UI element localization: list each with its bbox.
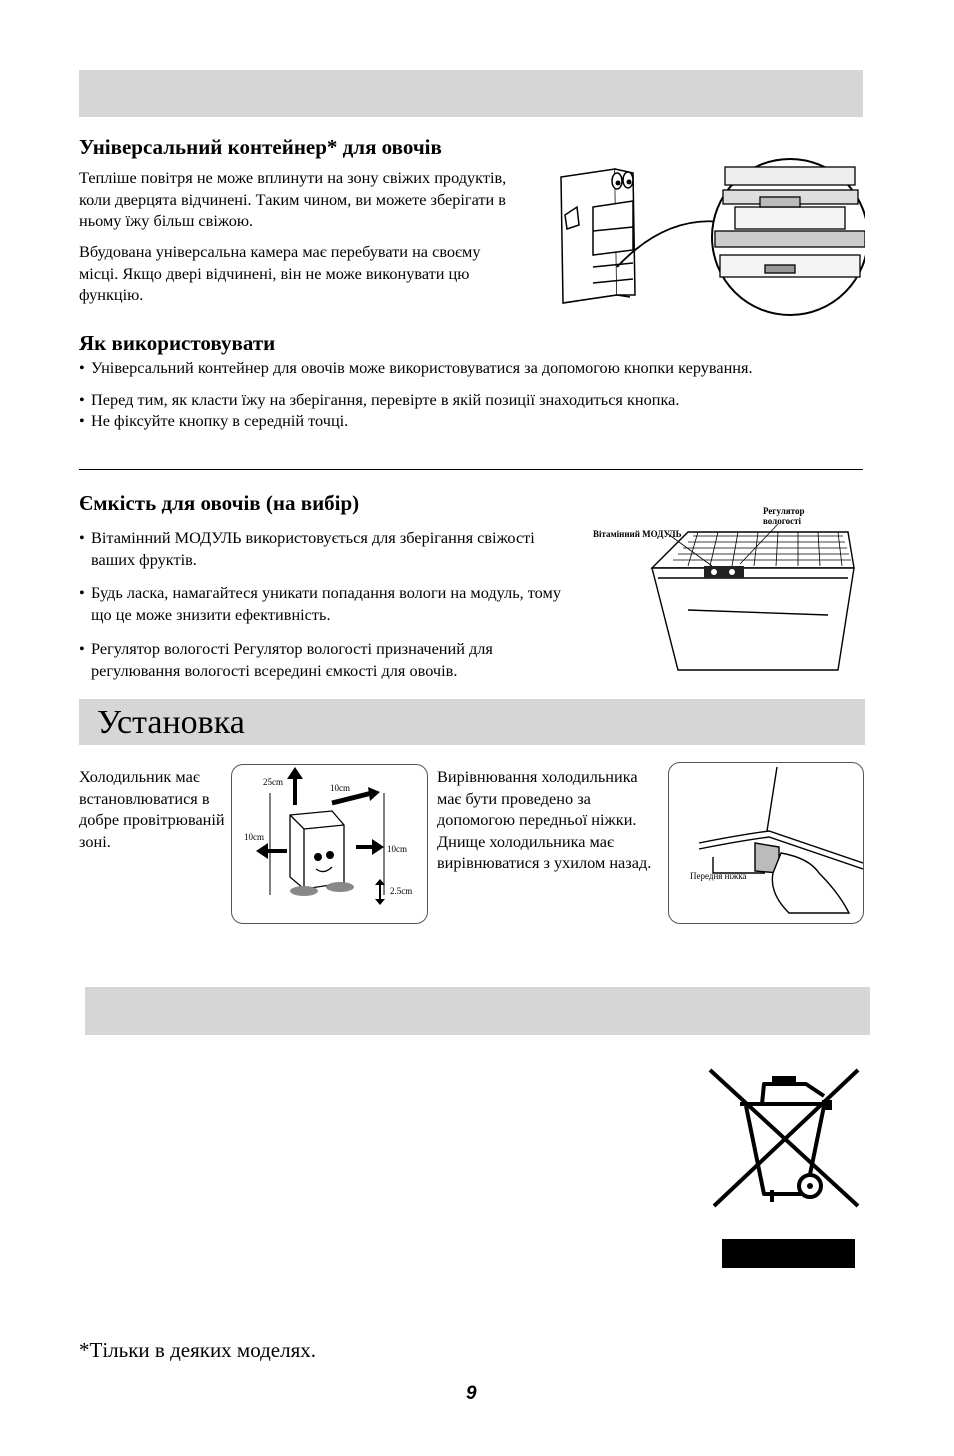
clearance-back-label: 10cm [330,783,350,793]
section-title-vegetable-container: Ємкість для овочів (на вибір) [79,491,360,515]
section-divider [79,469,863,470]
section-title-how-to-use: Як використовувати [79,331,276,355]
list-item: • Не фіксуйте кнопку в середній точці. [79,411,349,430]
list-item: • Будь ласка, намагайтеся уникати попадання вологи на модуль, тому що це може знизити ефективність. [79,583,561,624]
universal-paragraph-2: Вбудована універсальна камера має перебувати на своєму місці. Якщо двері відчинені, він не може виконувати цю функцію. [79,242,481,304]
vegetable-drawer-illustration [648,520,860,675]
list-item: • Регулятор вологості Регулятор вологості призначений для регулювання вологості всередині ємкості для овочів. [79,639,493,680]
list-item: • Перед тим, як класти їжу на зберігання, перевірте в якій позиції знаходиться кнопка. [79,389,680,409]
list-item: • Універсальний контейнер для овочів може використовуватися за допомогою кнопки керування. [79,358,753,377]
weee-black-bar [722,1239,855,1268]
usage-bullet-list [79,357,799,432]
install-text-leveling: Вирівнювання холодильника має бути проведено за допомогою передньої ніжки. Днище холодильника має вирівнюватися з ухилом назад. [437,767,652,872]
clearance-left-label: 10cm [244,832,264,842]
weee-crossed-bin-icon [706,1066,866,1210]
fridge-crisper-illustration [555,155,865,325]
vitamin-module-label: Вітамінний МОДУЛЬ [593,529,682,539]
front-leg-diagram [669,763,863,923]
clearance-bottom-label: 2.5cm [390,886,413,896]
universal-paragraph-1: Тепліше повітря не може вплинути на зону свіжих продуктів, коли дверцята відчинені. Таким чином, ви можете зберігати в ньому їжу більш свіжою. [79,168,507,230]
front-leg-label: Передня ніжка [690,871,747,881]
installation-title: Установка [97,704,245,741]
vegetable-bullet-list [79,527,579,681]
section-title-universal-container: Універсальний контейнер* для овочів [79,135,442,159]
clearance-top-label: 25cm [263,777,283,787]
footnote: *Тільки в деяких моделях. [79,1338,317,1362]
disposal-header-bar [85,987,870,1035]
page-number: 9 [466,1383,477,1404]
top-header-bar [79,70,863,117]
install-text-ventilation: Холодильник має встановлюватися в добре провітрюваній зоні. [79,767,225,851]
clearance-right-label: 10cm [387,844,407,854]
list-item: • Вітамінний МОДУЛЬ використовується для зберігання свіжості ваших фруктів. [79,528,535,569]
humidity-regulator-label: Регулятор вологості [763,506,805,526]
